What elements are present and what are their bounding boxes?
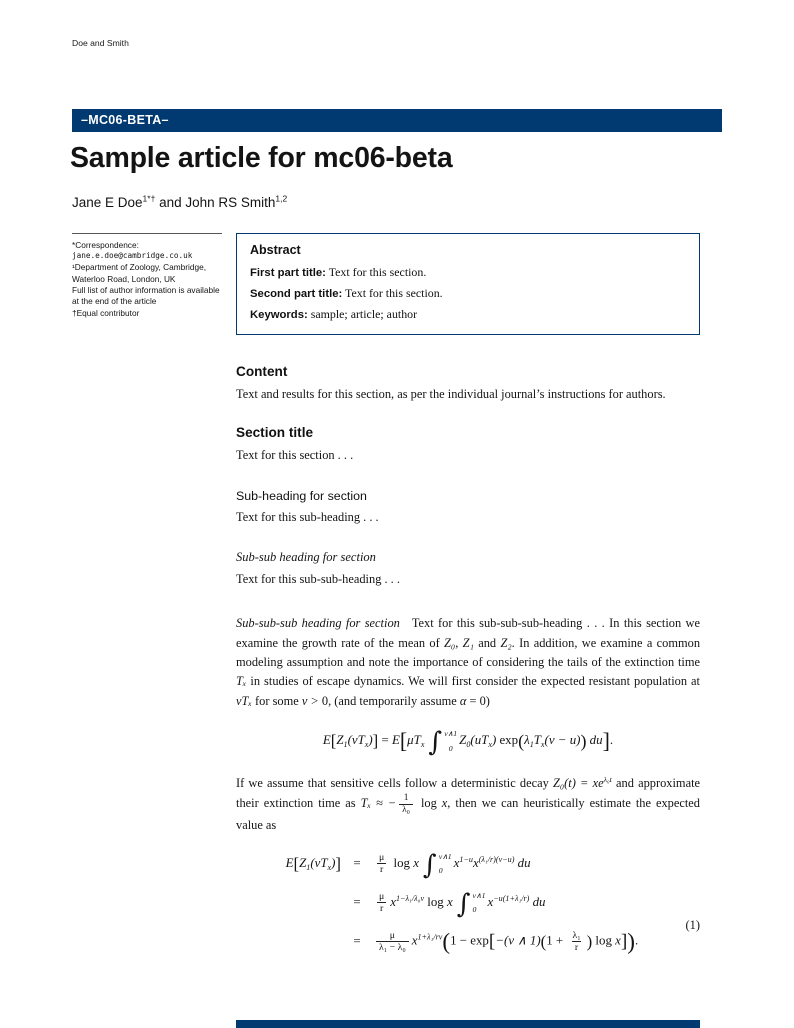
abstract-second-part — [250, 286, 686, 301]
equation-relation: = — [353, 856, 361, 871]
abstract-keywords — [250, 307, 686, 322]
equal-contributor-note: †Equal contributor — [72, 307, 140, 318]
correspondence-label: *Correspondence: — [72, 240, 139, 250]
abstract-second-part-label: Second part title: — [250, 288, 343, 300]
integral-sign: ∫ v∧1 0 — [428, 726, 458, 758]
running-head: Doe and Smith — [72, 38, 129, 48]
journal-banner — [72, 109, 722, 132]
runin-paragraph-text: Text for this sub-sub-sub-heading . . . In this section we examine the growth rate of the mean of Z₀, Z₁ and Z₂. In addition, we examine a common modeling assumption and note the importance of considering the tails of the extinction time Tₓ in studies of escape dynamics. We will first consider the expected resistant population at vTₓ for some v > 0, (and temporarily assume α = 0) — [236, 616, 701, 708]
equation-relation: = — [353, 934, 361, 949]
equation-row-3 — [236, 927, 700, 957]
author-info-availability-note: Full list of author information is available at the end of the article — [72, 284, 220, 307]
subsection-paragraph: Text for this sub-heading . . . — [236, 509, 379, 524]
equation-rhs: $\frac{\mu}{r}$ log x ∫ v∧1 0 $x^{1-u}x^{(\lambda_1/r)(v-u)}$ du — [373, 851, 700, 877]
abstract-first-part-label: First part title: — [250, 267, 326, 279]
equation-rhs: $\frac{\mu}{\text{λ₁ − λ₀}}$ $x^{1+\lambda_1/rv}(1 - \exp[-(v$ ∧ 1)(1 + $\frac{\text{λ₁}}{r}$ ) log x]). — [373, 930, 700, 954]
fraction: $\frac{\mu}{\text{λ₁ − λ₀}}$ — [376, 930, 409, 954]
abstract-box — [236, 233, 700, 335]
fraction: $\frac{\mu}{r}$ — [379, 891, 385, 915]
banner-label: –MC06-BETA– — [81, 113, 169, 127]
equation-row-1 — [236, 849, 700, 879]
display-equation: $E[Z_1(vT_x)] = E[\mu T_x$ ∫ v∧1 0 $Z_0(uT_x) \exp(\lambda_1T_x(v - u))$ du]. — [322, 726, 614, 758]
author-footnotes — [72, 233, 222, 319]
paragraph-with-runin-heading — [236, 614, 700, 711]
equation-rhs: $\frac{\mu}{r}$ $x^{1-\lambda_1/\lambda_0v}$ log x ∫ v∧1 0 $x^{-u(1+\lambda_1/r)}$ du — [373, 890, 700, 916]
abstract-first-part-text: Text for this section. — [325, 265, 427, 279]
affiliation-note: ¹Department of Zoology, Cambridge, Waterloo Road, London, UK — [72, 262, 207, 284]
heading-section-title: Section title — [236, 425, 314, 441]
equation-number: (1) — [685, 917, 700, 932]
aligned-equations — [236, 849, 700, 957]
article-title: Sample article for mc06-beta — [70, 142, 453, 174]
content-paragraph: Text and results for this section, as per the individual journal’s instructions for authors. — [236, 387, 666, 401]
fraction: $\frac{1}{\text{λ₀}}$ — [399, 793, 413, 816]
abstract-keywords-label: Keywords: — [250, 309, 308, 321]
estimate-paragraph: If we assume that sensitive cells follow a deterministic decay $Z_0(t) = xe^{\lambda_0t}$ and approximate their extinction time as Tₓ ≈ − $\frac{1}{\text{λ₀}}$ log x, then we can heuristically estimate the expected value as — [236, 774, 701, 832]
subsubsection-paragraph: Text for this sub-sub-heading . . . — [236, 572, 400, 587]
equation-lhs: $E[Z_1(vT_x)]$ — [285, 854, 341, 874]
abstract-keywords-text: sample; article; author — [307, 307, 418, 321]
footer-bar — [236, 1020, 700, 1028]
authors-line: Jane E Doe$^{1*\dagger}$ and John RS Smith$^{1,2}$ — [72, 193, 288, 210]
heading-subsubsection: Sub-sub heading for section — [236, 550, 376, 565]
equation-row-2 — [236, 888, 700, 918]
abstract-second-part-text: Text for this section. — [342, 286, 443, 300]
equation-relation: = — [353, 895, 361, 910]
heading-subsection: Sub-heading for section — [236, 488, 367, 503]
heading-content: Content — [236, 364, 288, 379]
fraction: $\frac{\text{λ₁}}{r}$ — [572, 930, 581, 954]
abstract-first-part — [250, 265, 686, 280]
article-body — [236, 358, 700, 966]
integral-sign: ∫ v∧1 0 — [422, 848, 452, 880]
abstract-title: Abstract — [250, 243, 301, 257]
correspondence-email: jane.e.doe@cambridge.co.uk — [72, 251, 193, 261]
integral-sign: ∫ v∧1 0 — [456, 887, 486, 919]
section-paragraph: Text for this section . . . — [236, 448, 354, 463]
heading-sub-sub-sub: Sub-sub-sub heading for section — [236, 616, 400, 631]
fraction: $\frac{\mu}{r}$ — [379, 852, 385, 876]
